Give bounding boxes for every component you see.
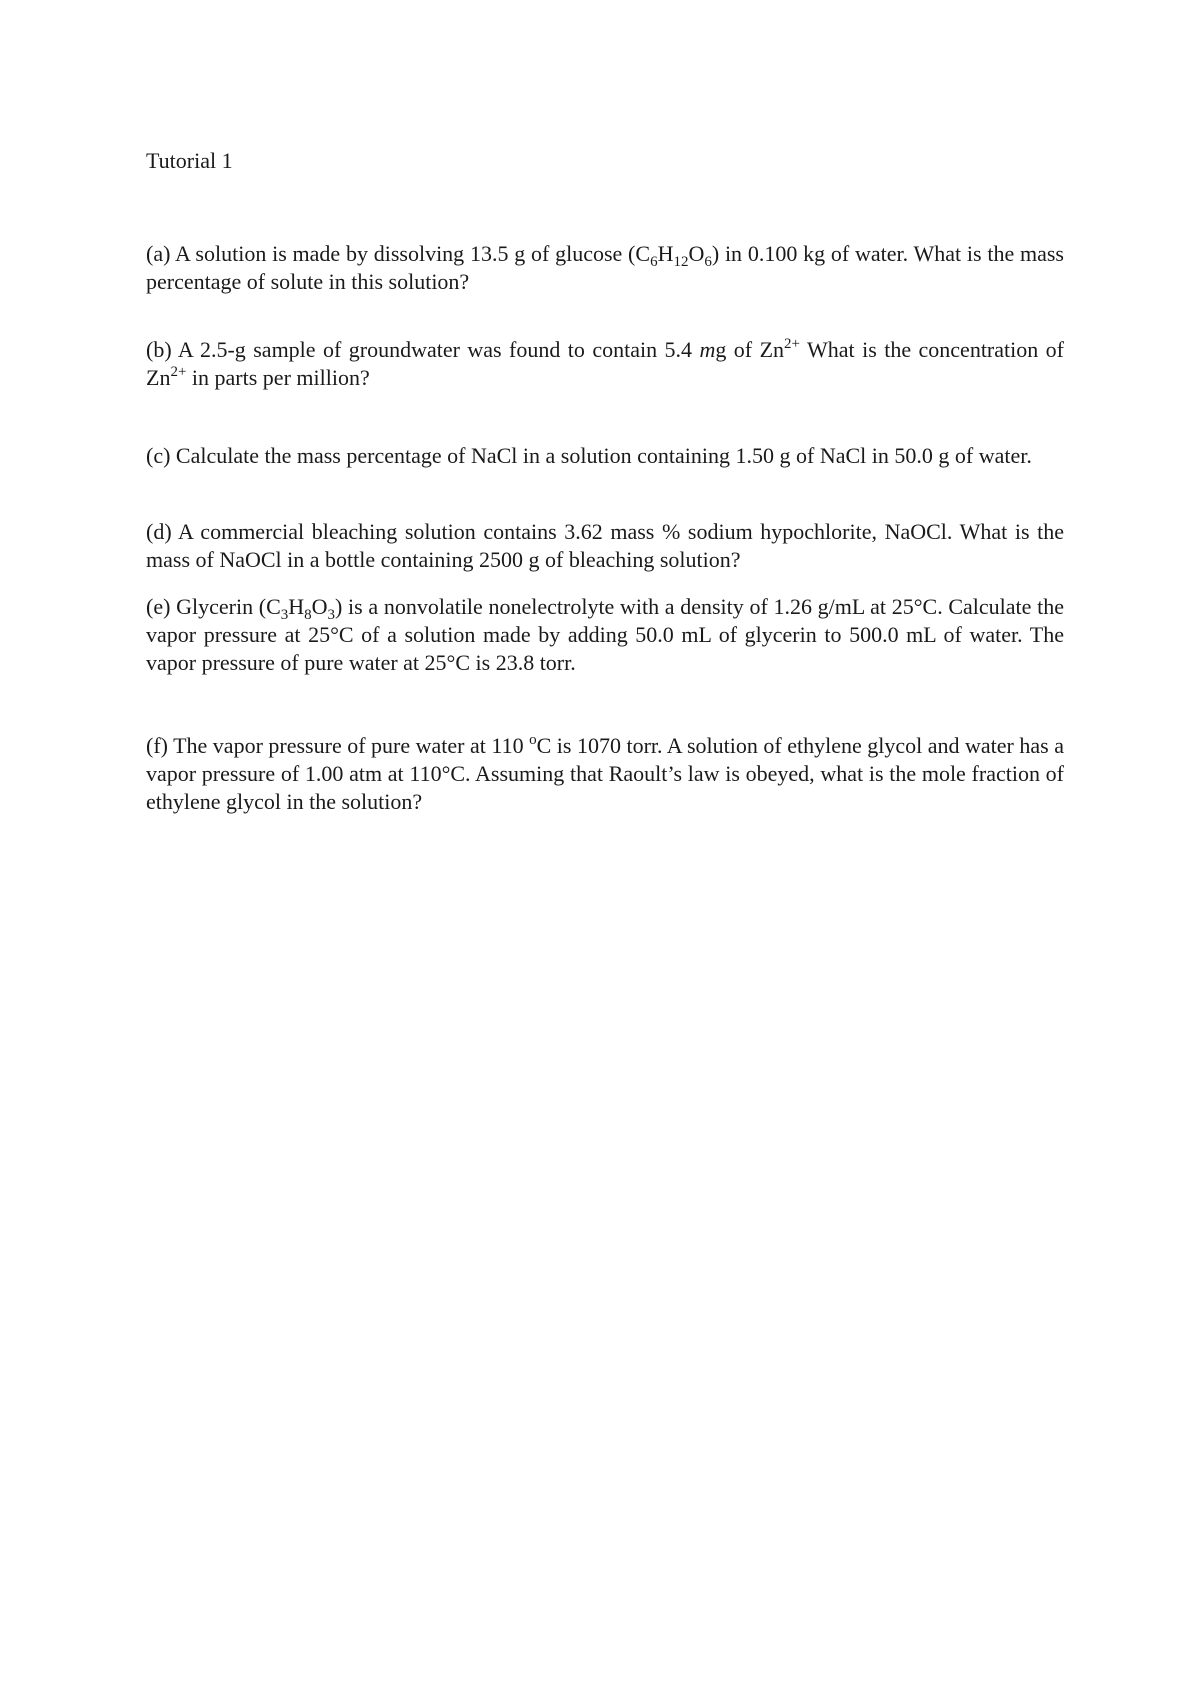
question-a-text: O [688, 241, 705, 266]
question-f-text: C is 1070 torr. A solution of ethylene glycol and water has a vapor pressure of 1.00 atm at 110°C. Assuming that Raoult’s law is obeyed, what is the mole fraction of ethylene glycol in the solution? [146, 733, 1064, 814]
subscript: 8 [304, 607, 312, 623]
question-a-text: ) in 0.100 kg of water. What is the mass percentage of solute in this solution? [146, 241, 1064, 294]
subscript: 6 [704, 254, 712, 270]
question-e-text: (e) Glycerin (C [146, 594, 281, 619]
question-b-text: g of Zn [715, 337, 785, 362]
question-e-text: ) is a nonvolatile nonelectrolyte with a density of 1.26 g/mL at 25°C. Calculate the vapor pressure at 25°C of a solution made by adding 50.0 mL of glycerin to 500.0 mL of water. The vapor pressure of pure water at 25°C is 23.8 torr. [146, 594, 1064, 675]
question-f [146, 732, 1064, 816]
question-a-text: H [657, 241, 674, 266]
question-e-text: H [288, 594, 305, 619]
question-d: (d) A commercial bleaching solution contains 3.62 mass % sodium hypochlorite, NaOCl. What is the mass of NaOCl in a bottle containing 2500 g of bleaching solution? [146, 519, 1064, 572]
question-a-text: (a) A solution is made by dissolving 13.5 g of glucose (C [146, 241, 651, 266]
question-b [146, 336, 1064, 392]
question-b-text: in parts per million? [186, 365, 370, 390]
question-f-text: (f) The vapor pressure of pure water at 110 [146, 733, 530, 758]
subscript: 6 [650, 254, 658, 270]
subscript: 12 [673, 254, 689, 270]
question-e [146, 593, 1064, 677]
degree-superscript: o [529, 732, 537, 748]
question-a [146, 240, 1064, 296]
subscript: 3 [327, 607, 336, 623]
question-c: (c) Calculate the mass percentage of NaCl in a solution containing 1.50 g of NaCl in 50.0 g of water. [146, 443, 1032, 468]
question-b-text: What is the concentration of Zn [146, 337, 1065, 390]
superscript: 2+ [170, 364, 187, 380]
subscript: 3 [280, 607, 289, 623]
question-e-text: O [311, 594, 328, 619]
document-title: Tutorial 1 [146, 148, 233, 173]
italic-unit: m [699, 337, 716, 362]
superscript: 2+ [784, 336, 800, 352]
question-b-text: (b) A 2.5-g sample of groundwater was found to contain 5.4 [146, 337, 700, 362]
